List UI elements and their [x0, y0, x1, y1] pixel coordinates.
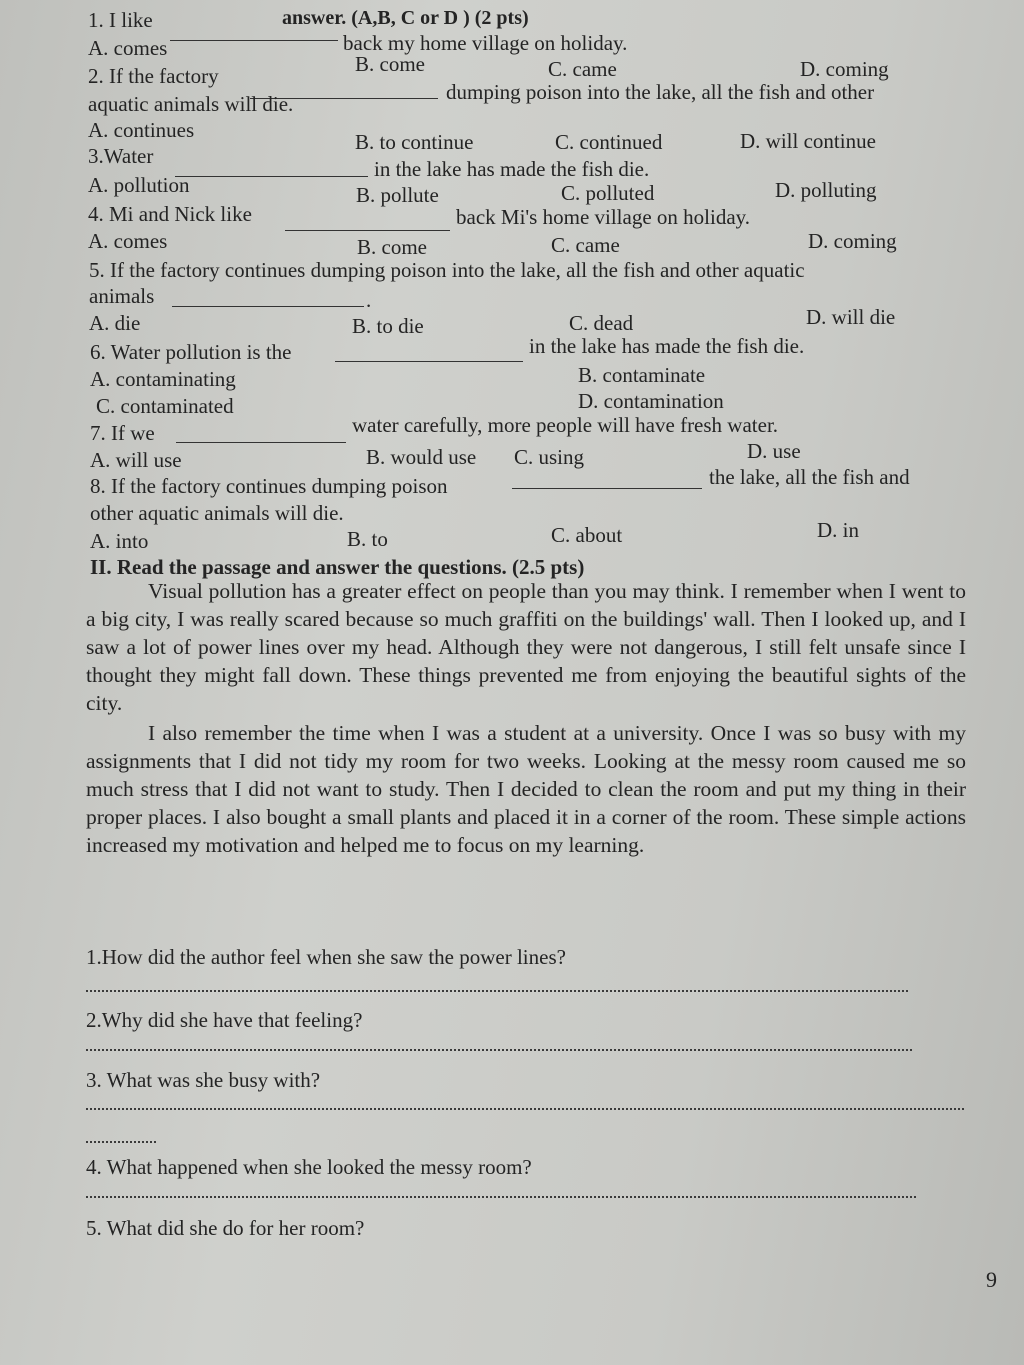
passage-paragraph-2: I also remember the time when I was a student at a university. Once I was so busy with my assignments that I did not tidy my room for two weeks. Looking at the messy room caused me so much stress that I did not want to study. Then I decided to clean the room and put my thing in their proper places. I also bought a small plants and placed it in a corner of the room. These simple actions increased my motivation and helped me to focus on my learning.	[86, 721, 966, 857]
answer-line-4[interactable]	[86, 1196, 916, 1198]
page-number: 9	[986, 1267, 997, 1292]
section2-title: II. Read the passage and answer the questions. (2.5 pts)	[90, 555, 585, 579]
question-2-option-b: B. to continue	[355, 130, 474, 154]
question-3-option-d: D. polluting	[775, 178, 877, 202]
question-8-suffix: the lake, all the fish and	[709, 465, 910, 489]
question-8-prefix: 8. If the factory continues dumping poison	[90, 474, 448, 498]
question-6-option-a: A. contaminating	[90, 367, 236, 391]
question-1-option-c: C. came	[548, 57, 617, 81]
question-4-option-d: D. coming	[808, 229, 897, 253]
question-5-option-c: C. dead	[569, 311, 634, 335]
question-5-prefix: 5. If the factory continues dumping poison into the lake, all the fish and other aquatic	[89, 258, 805, 282]
passage-paragraph-1: Visual pollution has a greater effect on people than you may think. I remember when I went to a big city, I was really scared because so much graffiti on the buildings' wall. Then I looked up, and I saw a lot of power lines over my head. Although they were not dangerous, I still felt unsafe since I thought they might fall down. These things prevented me from enjoying the beautiful sights of the city.	[86, 579, 966, 715]
question-1-option-a: A. comes	[88, 36, 168, 60]
question-8-option-c: C. about	[551, 523, 623, 547]
question-5-option-b: B. to die	[352, 314, 424, 338]
question-7-option-d: D. use	[747, 439, 801, 463]
question-2-prefix: 2. If the factory	[88, 64, 219, 88]
question-7-prefix: 7. If we	[90, 421, 155, 445]
question-2-option-a: A. continues	[88, 118, 195, 142]
question-2-suffix: dumping poison into the lake, all the fish and other	[446, 80, 875, 104]
question-5-end: .	[366, 288, 372, 312]
question-7-option-c: C. using	[514, 445, 585, 469]
reading-passage	[86, 577, 966, 859]
question-3-option-a: A. pollution	[88, 173, 190, 197]
answer-line-3-continued[interactable]	[86, 1141, 156, 1143]
comprehension-question-5: 5. What did she do for her room?	[86, 1216, 365, 1240]
question-5-option-d: D. will die	[806, 305, 896, 329]
question-4-prefix: 4. Mi and Nick like	[88, 202, 252, 226]
question-3-suffix: in the lake has made the fish die.	[374, 157, 650, 181]
answer-line-3[interactable]	[86, 1108, 964, 1110]
question-5-option-a: A. die	[89, 311, 141, 335]
question-6-option-c: C. contaminated	[96, 394, 234, 418]
question-6-suffix: in the lake has made the fish die.	[529, 334, 805, 358]
question-1-option-b: B. come	[355, 52, 425, 76]
question-7-option-b: B. would use	[366, 445, 477, 469]
question-4-blank[interactable]	[285, 230, 450, 231]
answer-line-2[interactable]	[86, 1049, 912, 1051]
comprehension-question-4: 4. What happened when she looked the messy room?	[86, 1155, 532, 1179]
question-5-blank[interactable]	[172, 306, 364, 307]
question-2-option-d: D. will continue	[740, 129, 876, 153]
question-1-option-d: D. coming	[800, 57, 889, 81]
question-1-blank[interactable]	[170, 40, 338, 41]
question-1-prefix: 1. I like	[88, 8, 153, 32]
comprehension-question-2: 2.Why did she have that feeling?	[86, 1008, 363, 1032]
question-4-option-c: C. came	[551, 233, 620, 257]
question-8-option-b: B. to	[347, 527, 388, 551]
question-3-blank[interactable]	[175, 176, 368, 177]
question-7-blank[interactable]	[176, 442, 346, 443]
question-1-suffix: back my home village on holiday.	[343, 31, 628, 55]
question-7-option-a: A. will use	[90, 448, 182, 472]
question-5-continuation: animals	[89, 284, 155, 308]
comprehension-question-1: 1.How did the author feel when she saw the power lines?	[86, 945, 566, 969]
question-4-option-b: B. come	[357, 235, 427, 259]
answer-line-1[interactable]	[86, 990, 908, 992]
question-8-option-d: D. in	[817, 518, 859, 542]
question-4-suffix: back Mi's home village on holiday.	[456, 205, 751, 229]
question-3-option-b: B. pollute	[356, 183, 439, 207]
question-6-prefix: 6. Water pollution is the	[90, 340, 292, 364]
question-3-prefix: 3.Water	[88, 144, 154, 168]
question-6-blank[interactable]	[335, 361, 523, 362]
question-2-option-c: C. continued	[555, 130, 663, 154]
section1-header: answer. (A,B, C or D ) (2 pts)	[282, 7, 529, 29]
question-8-blank[interactable]	[512, 488, 702, 489]
comprehension-question-3: 3. What was she busy with?	[86, 1068, 321, 1092]
question-6-option-d: D. contamination	[578, 389, 724, 413]
question-3-option-c: C. polluted	[561, 181, 655, 205]
question-8-option-a: A. into	[90, 529, 149, 553]
question-4-option-a: A. comes	[88, 229, 168, 253]
question-7-suffix: water carefully, more people will have fresh water.	[352, 413, 779, 437]
question-2-continuation: aquatic animals will die.	[88, 92, 294, 116]
question-6-option-b: B. contaminate	[578, 363, 706, 387]
question-8-continuation: other aquatic animals will die.	[90, 501, 344, 525]
